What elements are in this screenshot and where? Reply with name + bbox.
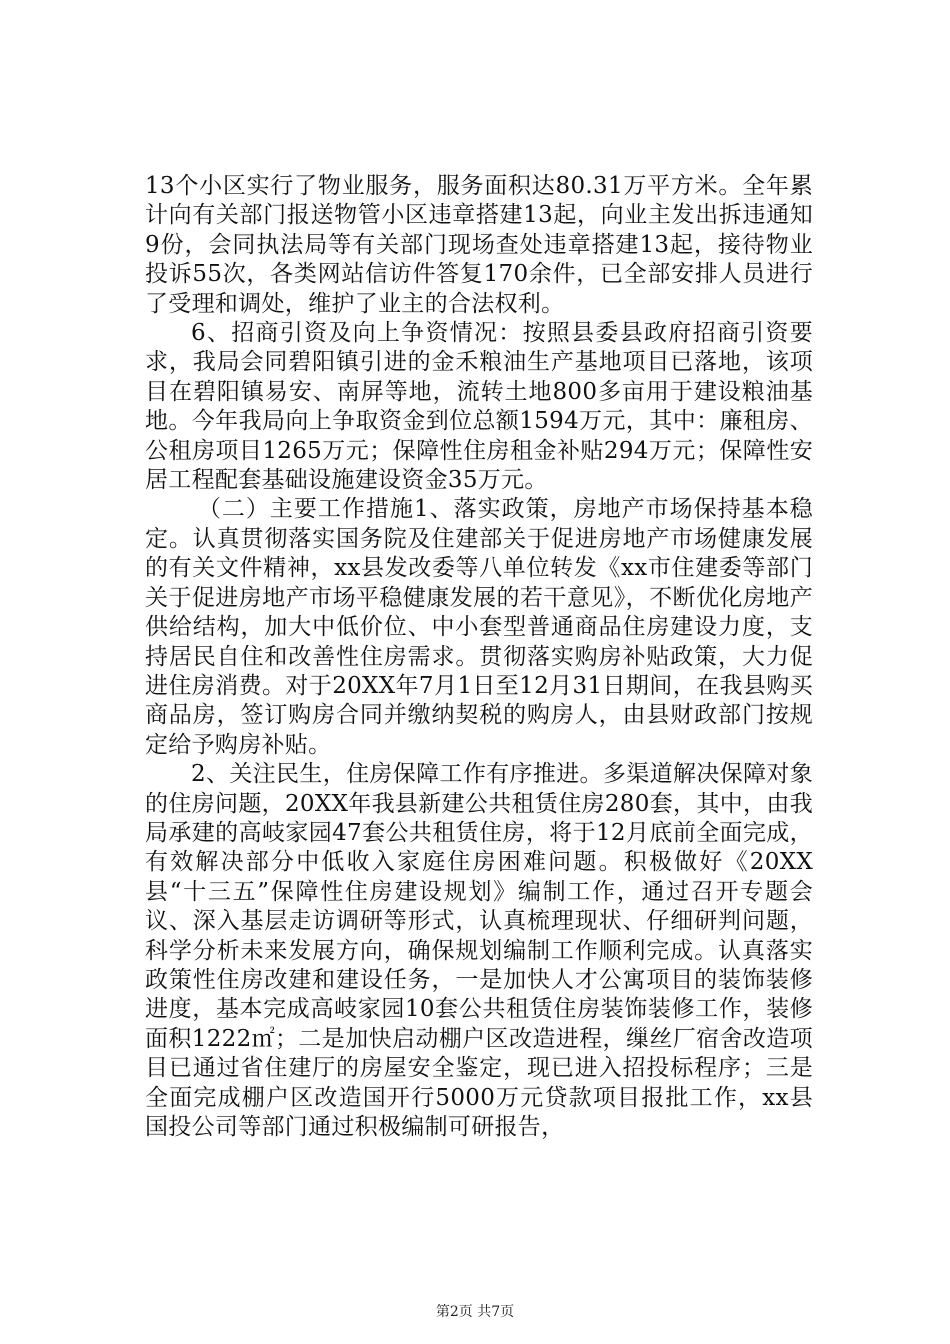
paragraph-investment-funding: 6、招商引资及向上争资情况：按照县委县政府招商引资要求，我局会同碧阳镇引进的金禾粮油生产基地项目已落地，该项目在碧阳镇易安、南屏等地，流转土地800多亩用于建设粮油基地。今年我局向上争取资金到位总额1594万元，其中：廉租房、公租房项目1265万元；保障性住房租金补贴294万元；保障性安居工程配套基础设施建设资金35万元。 [145,320,813,494]
paragraph-housing-security: 2、关注民生，住房保障工作有序推进。多渠道解决保障对象的住房问题，20XX年我县新建公共租赁住房280套，其中，由我局承建的高岐家园47套公共租赁住房，将于12月底前全面完成，有效解决部分中低收入家庭住房困难问题。积极做好《20XX县“十三五”保障性住房建设规划》编制工作，通过召开专题会议、深入基层走访调研等形式，认真梳理现状、仔细研判问题，科学分析未来发展方向，确保规划编制工作顺利完成。认真落实政策性住房改建和建设任务，一是加快人才公寓项目的装饰装修进度，基本完成高岐家园10套公共租赁住房装饰装修工作，装修面积1222㎡；二是加快启动棚户区改造进程，缫丝厂宿舍改造项目已通过省住建厅的房屋安全鉴定，现已进入招投标程序；三是全面完成棚户区改造国开行5000万元贷款项目报批工作，xx县国投公司等部门通过积极编制可研报告， [145,761,813,1140]
paragraph-work-measures: （二）主要工作措施1、落实政策，房地产市场保持基本稳定。认真贯彻落实国务院及住建部关于促进房地产市场健康发展的有关文件精神，xx县发改委等八单位转发《xx市住建委等部门关于促进房地产市场平稳健康发展的若干意见》，不断优化房地产供给结构，加大中低价位、中小套型普通商品住房建设力度，支持居民自住和改善性住房需求。贯彻落实购房补贴政策，大力促进住房消费。对于20XX年7月1日至12月31日期间，在我县购买商品房，签订购房合同并缴纳契税的购房人，由县财政部门按规定给予购房补贴。 [145,496,813,758]
paragraph-property-service: 13个小区实行了物业服务，服务面积达80.31万平方米。全年累计向有关部门报送物管小区违章搭建13起，向业主发出拆违通知9份，会同执法局等有关部门现场查处违章搭建13起，接待物业投诉55次，各类网站信访件答复170余件，已全部安排人员进行了受理和调处，维护了业主的合法权利。 [145,173,813,317]
document-body [145,172,813,1142]
page-number-footer: 第2页 共7页 [435,1304,515,1320]
